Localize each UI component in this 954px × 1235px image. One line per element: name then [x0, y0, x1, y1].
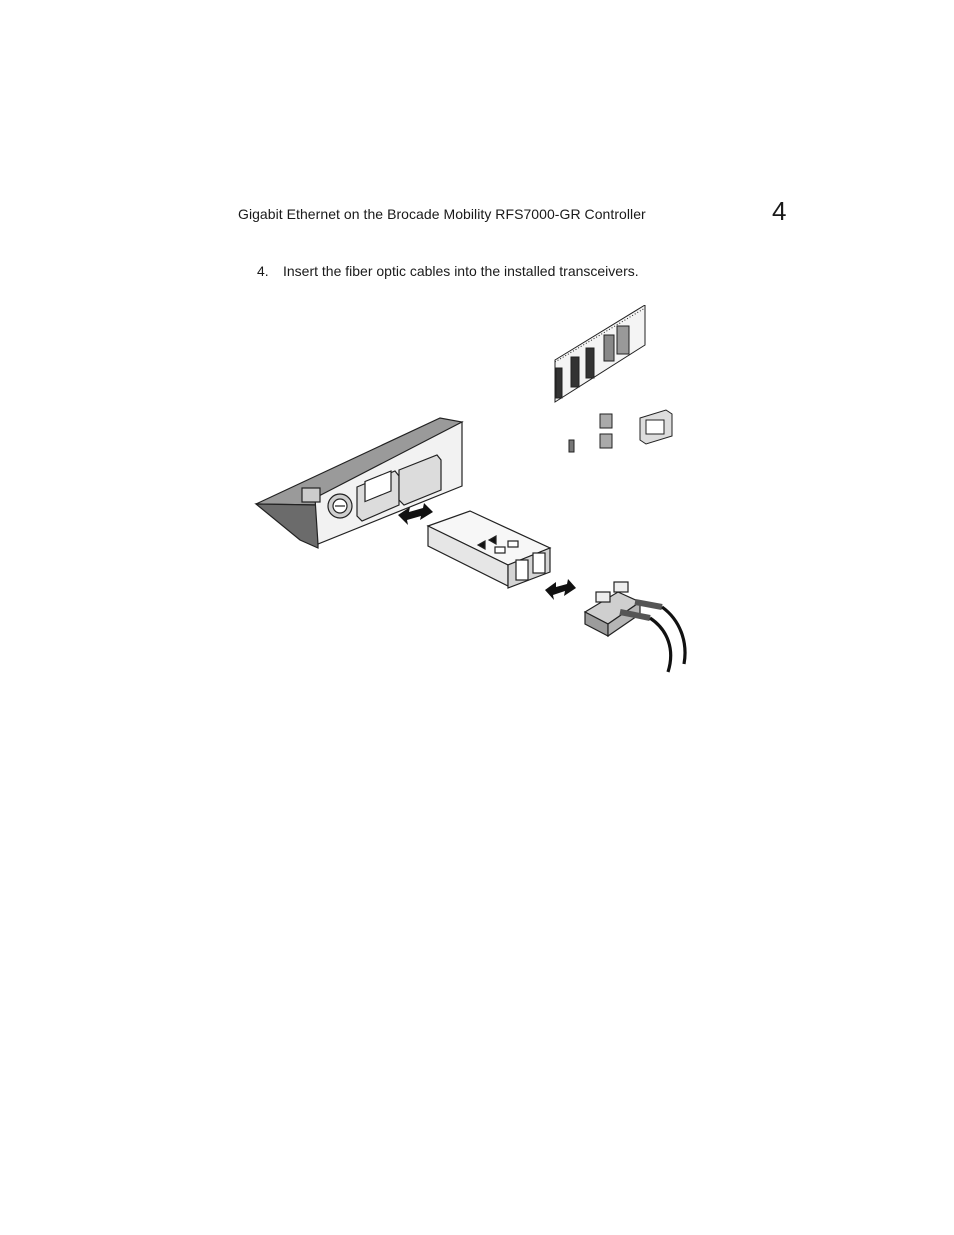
chapter-number: 4	[772, 196, 787, 226]
running-header-title: Gigabit Ethernet on the Brocade Mobility RFS7000-GR Controller	[238, 206, 646, 222]
chassis-panel-inset	[555, 305, 672, 452]
insert-arrow-icon	[545, 579, 576, 600]
lc-fiber-connector	[585, 582, 685, 672]
figure-svg	[250, 305, 710, 685]
procedure-step	[257, 263, 639, 279]
transceiver-installation-figure	[250, 305, 710, 685]
step-text: Insert the fiber optic cables into the installed transceivers.	[283, 263, 639, 279]
sfp-transceiver	[428, 511, 550, 588]
step-number: 4.	[257, 263, 269, 279]
